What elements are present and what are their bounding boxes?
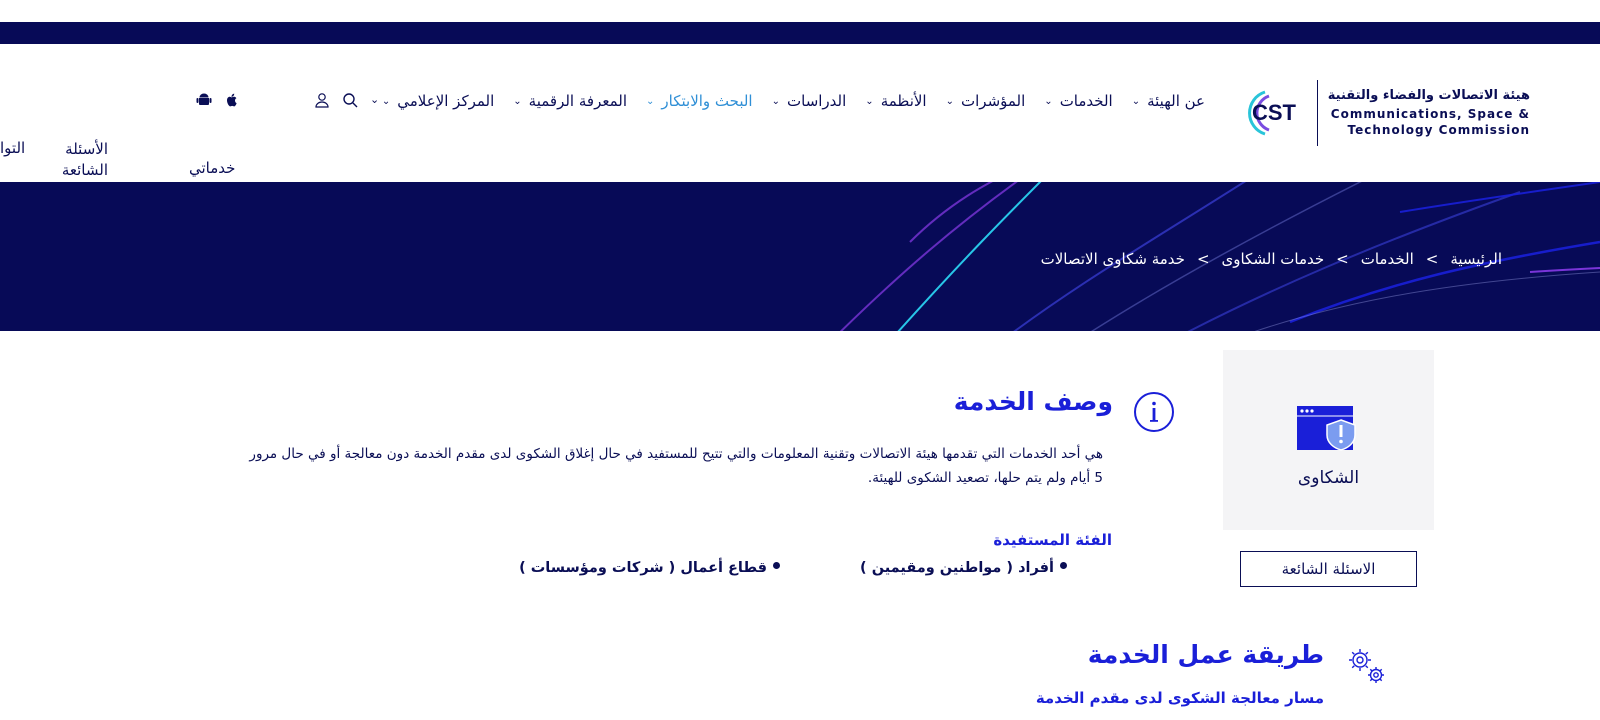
service-description-text: هي أحد الخدمات التي تقدمها هيئة الاتصالات وتقنية المعلومات والتي تتيح للمستفيد في حال إغلاق الشكوى لدى مقدم الخدمة دون معالجة أو في حال مرور 5 أيام ولم يتم حلها، تصعيد الشكوى للهيئة. [249, 446, 1103, 486]
complaint-window-shield-icon [1297, 402, 1357, 452]
logo-english-line2: Technology Commission [1347, 123, 1530, 137]
nav-item-about[interactable]: عن الهيئة ⌄ [1131, 92, 1205, 110]
site-header [0, 44, 1600, 182]
breadcrumb-separator: > [1336, 250, 1349, 268]
nav-item-studies[interactable]: الدراسات ⌄ [771, 92, 847, 110]
logo-mark-text: CST [1251, 100, 1296, 125]
breadcrumb-separator: > [1196, 250, 1210, 268]
chevron-down-icon: ⌄ [945, 95, 954, 107]
nav-item-digital-knowledge[interactable]: المعرفة الرقمية ⌄ [513, 92, 627, 110]
gears-icon [1343, 645, 1389, 687]
main-nav [363, 92, 1205, 110]
search-icon[interactable] [342, 92, 358, 108]
chevron-down-icon: ⌄ [1044, 95, 1053, 107]
chevron-down-icon: ⌄ [381, 95, 391, 107]
nav-item-services[interactable]: الخدمات ⌄ [1044, 92, 1113, 110]
beneficiaries-title: الفئة المستفيدة [993, 531, 1112, 549]
breadcrumb [1041, 250, 1502, 268]
beneficiary-business: قطاع أعمال ( شركات ومؤسسات ) [519, 560, 780, 576]
top-bar [0, 22, 1600, 44]
header-icons [196, 92, 386, 108]
breadcrumb-separator: > [1425, 250, 1439, 268]
logo-text [1328, 88, 1530, 138]
logo-divider [1317, 80, 1318, 146]
chevron-down-icon: ⌄ [646, 95, 655, 107]
card-label: الشكاوى [1297, 468, 1360, 488]
breadcrumb-current: خدمة شكاوى الاتصالات [1040, 250, 1185, 268]
chevron-down-icon: ⌄ [1131, 95, 1141, 107]
how-it-works-subtitle: مسار معالجة الشكوى لدى مقدم الخدمة [1035, 689, 1324, 707]
how-it-works-title: طريقة عمل الخدمة [1087, 640, 1324, 669]
cst-logo-mark [1243, 82, 1305, 144]
apple-icon[interactable] [224, 92, 240, 108]
android-icon[interactable] [196, 92, 212, 108]
breadcrumb-complaint-services[interactable]: خدمات الشكاوى [1221, 250, 1325, 268]
nav-item-media-center[interactable]: المركز الإعلامي ⌄ [381, 92, 495, 110]
cst-logo[interactable] [1243, 80, 1530, 146]
service-description-title: وصف الخدمة [953, 387, 1113, 416]
faq-button[interactable]: الاسئلة الشائعة [1240, 551, 1417, 587]
nav-item-research[interactable]: البحث والابتكار ⌄ [646, 92, 753, 110]
info-icon [1133, 391, 1175, 433]
chevron-down-icon[interactable]: ⌄ [370, 93, 380, 106]
complaints-card[interactable] [1223, 350, 1434, 530]
hero-banner [0, 182, 1600, 331]
my-services-link[interactable]: خدماتي [189, 159, 236, 177]
breadcrumb-services[interactable]: الخدمات [1360, 250, 1414, 268]
beneficiary-individuals: أفراد ( مواطنين ومقيمين ) [860, 560, 1067, 576]
logo-arabic-name: هيئة الاتصالات والفضاء والتقنية [1327, 88, 1530, 103]
chevron-down-icon: ⌄ [865, 95, 874, 107]
user-icon[interactable] [314, 92, 330, 108]
logo-english-line1: Communications, Space & [1330, 107, 1530, 121]
chevron-down-icon: ⌄ [771, 95, 780, 107]
nav-item-regulations[interactable]: الأنظمة ⌄ [865, 92, 927, 110]
bullet-icon [1060, 562, 1067, 569]
nav-item-indicators[interactable]: المؤشرات ⌄ [945, 92, 1026, 110]
breadcrumb-home[interactable]: الرئيسية [1450, 250, 1502, 268]
chevron-down-icon: ⌄ [513, 95, 522, 107]
contact-link[interactable]: التوا [0, 139, 26, 157]
faq-link[interactable]: الأسئلة الشائعة [61, 140, 108, 179]
bullet-icon [773, 562, 780, 569]
